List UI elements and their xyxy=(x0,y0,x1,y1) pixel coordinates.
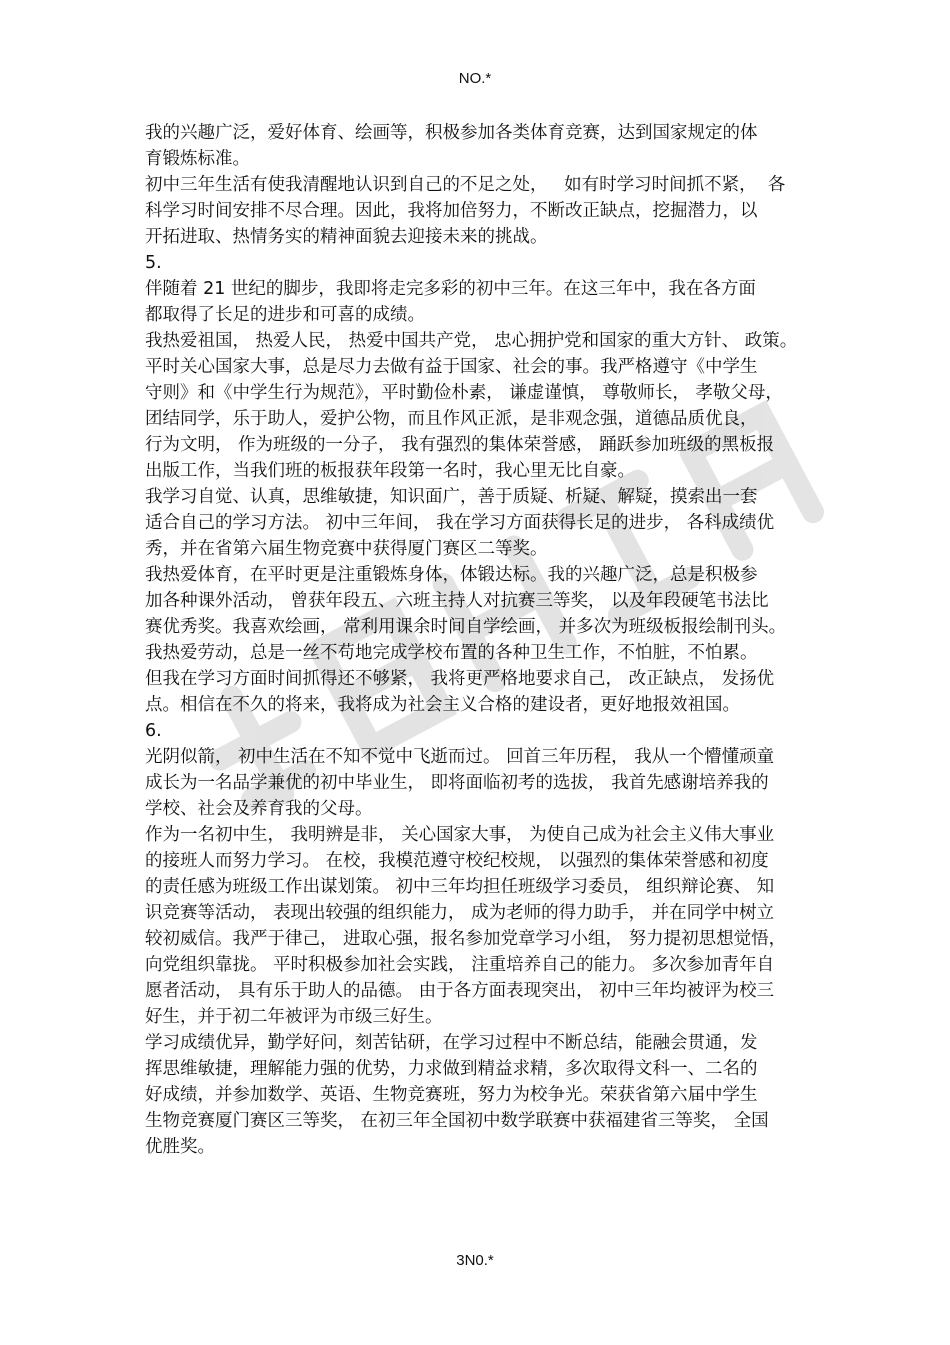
text-line: 初中三年生活有使我清醒地认识到自己的不足之处， 如有时学习时间抓不紧， 各 xyxy=(145,175,786,195)
text-line: 都取得了长足的进步和可喜的成绩。 xyxy=(145,305,425,325)
text-line: 的责任感为班级工作出谋划策。 初中三年均担任班级学习委员， 组织辩论赛、 知 xyxy=(145,877,775,897)
text-line: 适合自己的学习方法。 初中三年间， 我在学习方面获得长足的进步， 各科成绩优 xyxy=(145,513,775,533)
text-line: 成长为一名品学兼优的初中毕业生， 即将面临初考的选拔， 我首先感谢培养我的 xyxy=(145,773,769,793)
page-footer-label: 3N0.* xyxy=(456,1252,494,1269)
text-line: 学校、社会及养育我的父母。 xyxy=(145,799,373,819)
text-line: 我热爱劳动，总是一丝不苟地完成学校布置的各种卫生工作，不怕脏，不怕累。 xyxy=(145,643,758,663)
text-line: 加各种课外活动， 曾获年段五、六班主持人对抗赛三等奖， 以及年段硬笔书法比 xyxy=(145,591,769,611)
text-line: 但我在学习方面时间抓得还不够紧， 我将更严格地要求自己， 改正缺点， 发扬优 xyxy=(145,669,775,689)
text-line: 伴随着 21 世纪的脚步，我即将走完多彩的初中三年。在这三年中，我在各方面 xyxy=(145,279,756,299)
text-line: 我学习自觉、认真，思维敏捷，知识面广，善于质疑、析疑、解疑，摸索出一套 xyxy=(145,487,758,507)
text-line: 守则》和《中学生行为规范》，平时勤俭朴素， 谦虚谨慎， 尊敬师长， 孝敬父母， xyxy=(145,383,783,403)
text-line: 平时关心国家大事，总是尽力去做有益于国家、社会的事。我严格遵守《中学生 xyxy=(145,357,758,377)
text-line: 光阴似箭， 初中生活在不知不觉中飞逝而过。 回首三年历程， 我从一个懵懂顽童 xyxy=(145,747,775,767)
text-line: 我的兴趣广泛，爱好体育、绘画等，积极参加各类体育竞赛，达到国家规定的体 xyxy=(145,123,758,143)
text-line: 优胜奖。 xyxy=(145,1137,215,1157)
text-line: 我热爱体育，在平时更是注重锻炼身体，体锻达标。我的兴趣广泛，总是积极参 xyxy=(145,565,758,585)
text-line: 行为文明， 作为班级的一分子， 我有强烈的集体荣誉感， 踊跃参加班级的黑板报 xyxy=(145,435,775,455)
text-line: 好生，并于初二年被评为市级三好生。 xyxy=(145,1007,443,1027)
text-line: 愿者活动， 具有乐于助人的品德。 由于各方面表现突出， 初中三年均被评为校三 xyxy=(145,981,775,1001)
document-body xyxy=(145,120,825,1160)
text-line: 较初威信。我严于律己， 进取心强，报名参加党章学习小组， 努力提初思想觉悟， xyxy=(145,929,787,949)
text-line: 我热爱祖国， 热爱人民， 热爱中国共产党， 忠心拥护党和国家的重大方针、 政策。 xyxy=(145,331,798,351)
text-line: 作为一名初中生， 我明辨是非， 关心国家大事， 为使自己成为社会主义伟大事业 xyxy=(145,825,775,845)
text-line: 的接班人而努力学习。 在校，我模范遵守校纪校规， 以强烈的集体荣誉感和初度 xyxy=(145,851,769,871)
text-line: 育锻炼标准。 xyxy=(145,149,250,169)
text-line: 挥思维敏捷，理解能力强的优势，力求做到精益求精，多次取得文科一、二名的 xyxy=(145,1059,758,1079)
text-line: 点。相信在不久的将来，我将成为社会主义合格的建设者，更好地报效祖国。 xyxy=(145,695,740,715)
text-line: 向党组织靠拢。 平时积极参加社会实践， 注重培养自己的能力。 多次参加青年自 xyxy=(145,955,775,975)
text-line: 5. xyxy=(145,253,162,273)
text-line: 秀，并在省第六届生物竞赛中获得厦门赛区二等奖。 xyxy=(145,539,548,559)
text-line: 出版工作，当我们班的板报获年段第一名时，我心里无比自豪。 xyxy=(145,461,635,481)
text-line: 团结同学，乐于助人，爱护公物，而且作风正派，是非观念强，道德品质优良， xyxy=(145,409,758,429)
text-line: 好成绩，并参加数学、英语、生物竞赛班，努力为校争光。荣获省第六届中学生 xyxy=(145,1085,758,1105)
text-line: 6. xyxy=(145,721,162,741)
text-line: 赛优秀奖。我喜欢绘画， 常利用课余时间自学绘画， 并多次为班级板报绘制刊头。 xyxy=(145,617,787,637)
page-header-label: NO.* xyxy=(458,70,492,87)
text-line: 学习成绩优异，勤学好问，刻苦钻研，在学习过程中不断总结，能融会贯通，发 xyxy=(145,1033,758,1053)
text-line: 识竞赛等活动， 表现出较强的组织能力， 成为老师的得力助手， 并在同学中树立 xyxy=(145,903,775,923)
text-line: 科学习时间安排不尽合理。因此，我将加倍努力，不断改正缺点，挖掘潜力，以 xyxy=(145,201,758,221)
text-line: 生物竞赛厦门赛区三等奖， 在初三年全国初中数学联赛中获福建省三等奖， 全国 xyxy=(145,1111,769,1131)
text-line: 开拓进取、热情务实的精神面貌去迎接未来的挑战。 xyxy=(145,227,548,247)
